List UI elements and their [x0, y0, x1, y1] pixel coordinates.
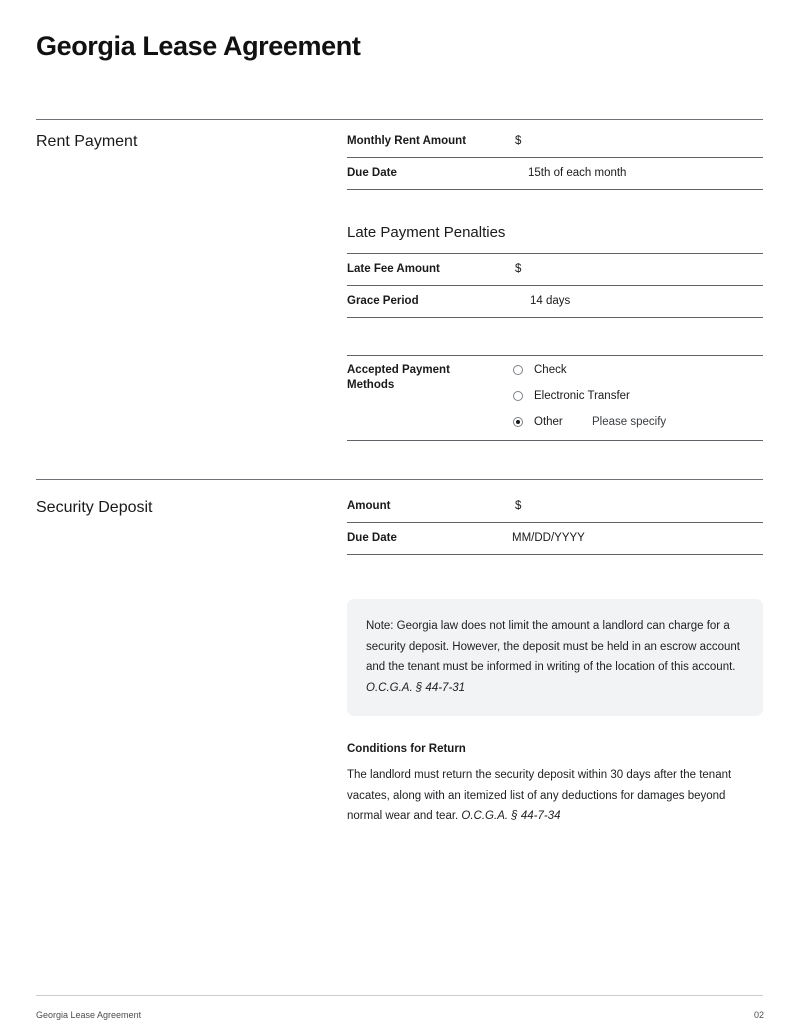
radio-icon-check[interactable]	[513, 365, 523, 375]
radio-selected-dot	[516, 420, 520, 424]
field-rule-late-fee-amount	[347, 285, 763, 286]
field-row-rent-due-date[interactable]	[347, 166, 763, 198]
field-value-late-fee-amount: $	[515, 263, 522, 275]
field-row-late-fee-amount[interactable]	[347, 262, 763, 294]
subsection-rule-late-payment-penalties	[347, 253, 763, 254]
field-value-grace-period: 14 days	[530, 295, 571, 307]
subsection-heading-late-payment-penalties: Late Payment Penalties	[347, 224, 506, 241]
radio-icon-other-selected[interactable]	[513, 417, 523, 427]
field-label-accepted-payment-methods-line2: Methods	[347, 379, 395, 391]
field-label-monthly-rent-amount: Monthly Rent Amount	[347, 135, 467, 147]
footer-page-number: 02	[753, 1010, 764, 1020]
section-label-security-deposit: Security Deposit	[36, 499, 153, 516]
field-label-rent-due-date: Due Date	[347, 167, 397, 179]
field-label-deposit-amount: Amount	[347, 500, 391, 512]
note-text	[366, 616, 743, 698]
radio-label-check: Check	[534, 364, 567, 376]
field-label-grace-period: Grace Period	[347, 295, 419, 307]
rule-above-accepted-payment-methods	[347, 355, 763, 356]
field-rule-rent-due-date	[347, 189, 763, 190]
page-title: Georgia Lease Agreement	[36, 31, 361, 61]
note-citation: O.C.G.A. § 44-7-31	[366, 681, 466, 694]
field-rule-grace-period	[347, 317, 763, 318]
field-rule-deposit-due-date	[347, 554, 763, 555]
field-row-grace-period[interactable]	[347, 294, 763, 326]
conditions-citation: O.C.G.A. § 44-7-34	[461, 810, 561, 822]
note-text-body: Note: Georgia law does not limit the amount a landlord can charge for a security deposit. However, the deposit must be held in an escrow account and the tenant must be informed in writing of the location of this account.	[366, 620, 740, 673]
conditions-text-body: The landlord must return the security deposit within 30 days after the tenant vacates, along with an itemized list of any deductions for damages beyond normal wear and tear.	[347, 769, 732, 822]
note-box-security-deposit	[347, 599, 763, 716]
field-row-monthly-rent-amount[interactable]	[347, 134, 763, 166]
radio-label-other: Other	[534, 416, 563, 428]
field-rule-deposit-amount	[347, 522, 763, 523]
field-row-deposit-due-date[interactable]	[347, 531, 763, 563]
conditions-heading: Conditions for Return	[347, 743, 466, 755]
field-value-monthly-rent-amount: $	[515, 135, 522, 147]
section-divider-rent-payment	[36, 119, 763, 120]
field-value-deposit-amount: $	[515, 500, 522, 512]
field-label-accepted-payment-methods-line1: Accepted Payment	[347, 364, 450, 376]
footer-divider	[36, 995, 763, 996]
field-value-rent-due-date: 15th of each month	[528, 167, 627, 179]
field-label-late-fee-amount: Late Fee Amount	[347, 263, 440, 275]
rule-below-accepted-payment-methods	[347, 440, 763, 441]
radio-label-electronic-transfer: Electronic Transfer	[534, 390, 630, 402]
section-divider-security-deposit	[36, 479, 763, 480]
field-row-deposit-amount[interactable]	[347, 499, 763, 531]
radio-hint-please-specify[interactable]: Please specify	[592, 416, 667, 428]
field-label-deposit-due-date: Due Date	[347, 532, 397, 544]
footer-document-name: Georgia Lease Agreement	[36, 1010, 142, 1020]
conditions-body	[347, 765, 751, 827]
field-value-deposit-due-date: MM/DD/YYYY	[512, 532, 585, 544]
section-label-rent-payment: Rent Payment	[36, 133, 138, 150]
field-rule-monthly-rent-amount	[347, 157, 763, 158]
radio-icon-electronic-transfer[interactable]	[513, 391, 523, 401]
